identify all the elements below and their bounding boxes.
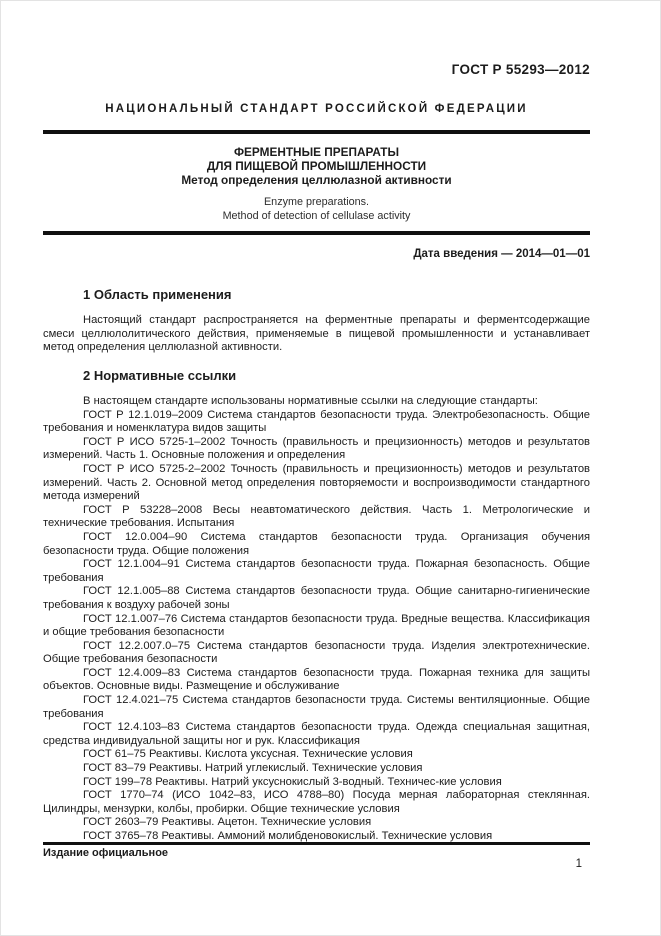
reference-item: ГОСТ 83–79 Реактивы. Натрий углекислый. Технические условия bbox=[83, 762, 423, 775]
reference-item: ГОСТ 12.1.004–91 Система стандартов безопасности труда. Пожарная безопасность. Общие требования bbox=[43, 558, 590, 584]
references-intro: В настоящем стандарте использованы нормативные ссылки на следующие стандарты: bbox=[83, 395, 538, 407]
reference-item: ГОСТ Р 12.1.019–2009 Система стандартов безопасности труда. Электробезопасность. Общие требования и номенклатура видов защиты bbox=[43, 408, 590, 435]
reference-item: ГОСТ 12.4.009–83 Система стандартов безопасности труда. Пожарная техника для защиты объектов. Основные виды. Размещение и обслуживание bbox=[43, 666, 590, 693]
page-number: 1 bbox=[575, 858, 582, 870]
page-content bbox=[43, 0, 590, 936]
effective-date: Дата введения — 2014—01—01 bbox=[413, 248, 590, 260]
doc-title-ru-line: Метод определения целлюлазной активности bbox=[181, 173, 452, 187]
reference-item: ГОСТ Р ИСО 5725-1–2002 Точность (правильность и прецизионность) методов и результатов измерений. Часть 1. Основные положения и определения bbox=[43, 435, 590, 462]
section-heading-references: 2 Нормативные ссылки bbox=[83, 368, 237, 383]
reference-item: ГОСТ 12.4.103–83 Система стандартов безопасности труда. Одежда специальная защитная, средства индивидуальной защиты ног и рук. Классификация bbox=[43, 721, 590, 747]
scope-paragraph: Настоящий стандарт распространяется на ферментные препараты и ферментсодержащие смеси целлюлолитического действия, применяемые в пищевой промышленности и устанавливает метод определения целлюлазной активности. bbox=[43, 314, 590, 354]
reference-item: ГОСТ Р ИСО 5725-2–2002 Точность (правильность и прецизионность) методов и результатов измерений. Часть 2. Основной метод определения повторяемости и воспроизводимости стандартного метода измерений bbox=[43, 462, 590, 503]
references-section bbox=[43, 395, 590, 844]
standard-type-label: НАЦИОНАЛЬНЫЙ СТАНДАРТ РОССИЙСКОЙ ФЕДЕРАЦИИ bbox=[105, 103, 528, 115]
doc-title-en-line: Enzyme preparations. bbox=[263, 196, 370, 208]
doc-title-ru bbox=[43, 145, 590, 187]
references-list bbox=[43, 409, 590, 844]
reference-item: ГОСТ 12.4.021–75 Система стандартов безопасности труда. Системы вентиляционные. Общие требования bbox=[43, 694, 590, 720]
reference-item: ГОСТ 12.2.007.0–75 Система стандартов безопасности труда. Изделия электротехнические. Общие требования безопасности bbox=[43, 639, 590, 666]
reference-item: ГОСТ 12.1.005–88 Система стандартов безопасности труда. Общие санитарно-гигиенические требования к воздуху рабочей зоны bbox=[43, 585, 590, 611]
reference-item: ГОСТ 2603–79 Реактивы. Ацетон. Технические условия bbox=[83, 816, 372, 829]
footer-rule bbox=[43, 842, 590, 845]
doc-title-en bbox=[43, 196, 590, 223]
edition-note: Издание официальное bbox=[43, 847, 169, 859]
doc-title-ru-line: ФЕРМЕНТНЫЕ ПРЕПАРАТЫ bbox=[233, 145, 400, 159]
section-heading-scope: 1 Область применения bbox=[83, 287, 232, 302]
reference-item: ГОСТ 199–78 Реактивы. Натрий уксуснокислый 3-водный. Техничес-кие условия bbox=[83, 775, 502, 788]
reference-item: ГОСТ 12.0.004–90 Система стандартов безопасности труда. Организация обучения безопасности труда. Общие положения bbox=[43, 530, 590, 557]
header-rule bbox=[43, 130, 590, 134]
reference-item: ГОСТ 12.1.007–76 Система стандартов безопасности труда. Вредные вещества. Классификация и общие требования безопасности bbox=[43, 612, 590, 639]
title-separator-rule bbox=[43, 231, 590, 235]
doc-title-ru-line: ДЛЯ ПИЩЕВОЙ ПРОМЫШЛЕННОСТИ bbox=[206, 159, 427, 173]
reference-item: ГОСТ Р 53228–2008 Весы неавтоматического действия. Часть 1. Метрологические и технические требования. Испытания bbox=[43, 503, 590, 530]
doc-code: ГОСТ Р 55293—2012 bbox=[451, 62, 590, 77]
doc-title-en-line: Method of detection of cellulase activity bbox=[222, 209, 411, 222]
reference-item: ГОСТ 3765–78 Реактивы. Аммоний молибденовокислый. Технические условия bbox=[83, 830, 493, 842]
reference-item: ГОСТ 1770–74 (ИСО 1042–83, ИСО 4788–80) Посуда мерная лабораторная стеклянная. Цилиндры, мензурки, колбы, пробирки. Общие технические условия bbox=[43, 789, 590, 815]
reference-item: ГОСТ 61–75 Реактивы. Кислота уксусная. Технические условия bbox=[83, 748, 413, 761]
